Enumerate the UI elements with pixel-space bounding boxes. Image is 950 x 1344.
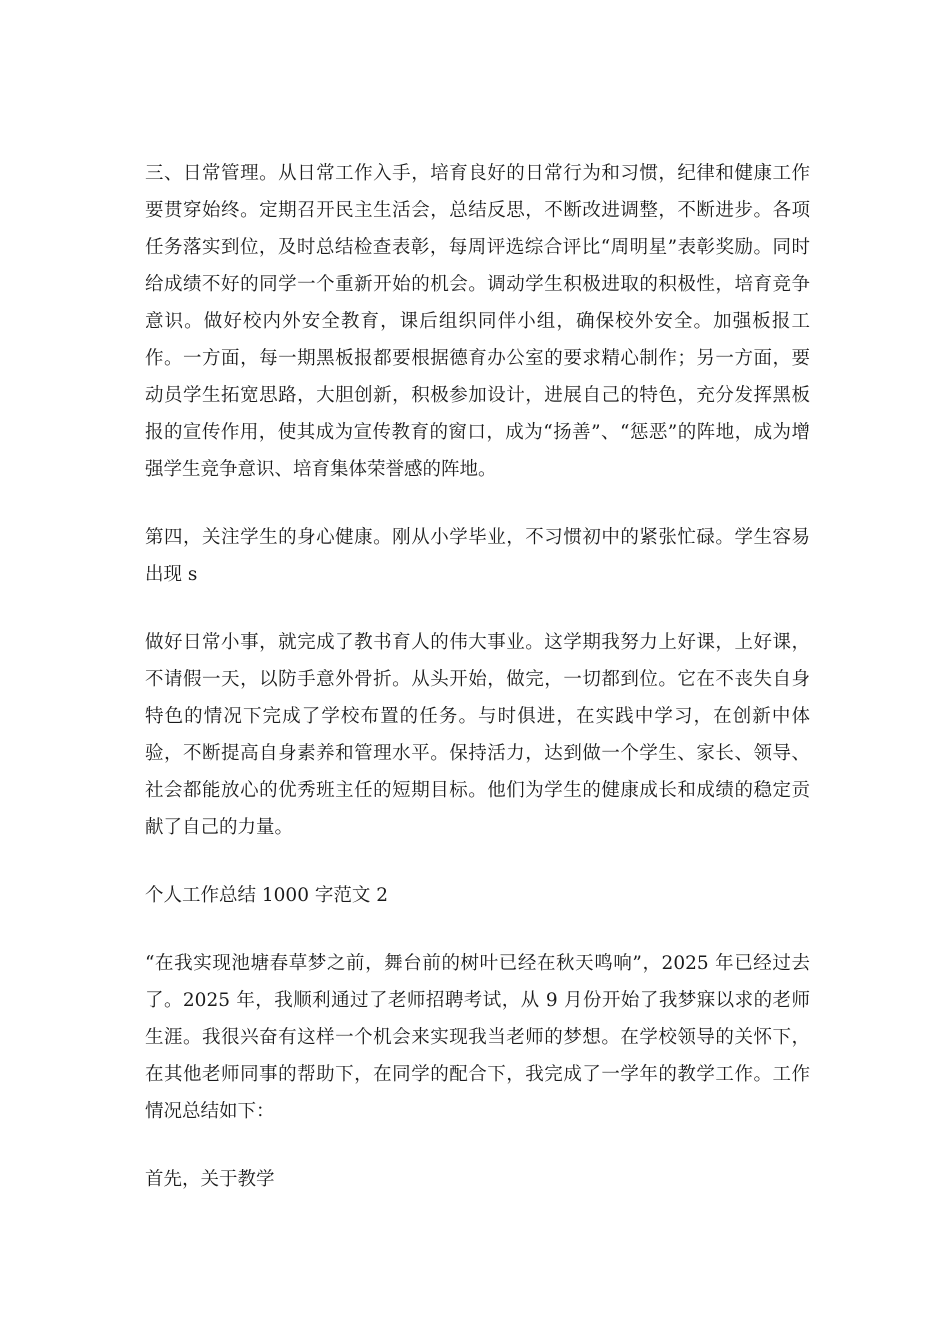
paragraph-health: 第四，关注学生的身心健康。刚从小学毕业，不习惯初中的紧张忙碌。学生容易出现 s xyxy=(145,527,810,585)
paragraph-teaching-heading: 首先，关于教学 xyxy=(145,1169,275,1190)
paragraph-daily-management: 三、日常管理。从日常工作入手，培育良好的日常行为和习惯，纪律和健康工作要贯穿始终。定期召开民主生活会，总结反思，不断改进调整，不断进步。各项任务落实到位，及时总结检查表彰，每周评选综合评比“周明星”表彰奖励。同时给成绩不好的同学一个重新开始的机会。调动学生积极进取的积极性，培育竞争意识。做好校内外安全教育，课后组织同伴小组，确保校外安全。加强板报工作。一方面，每一期黑板报都要根据德育办公室的要求精心制作；另一方面，要动员学生拓宽思路，大胆创新，积极参加设计，进展自己的特色，充分发挥黑板报的宣传作用，使其成为宣传教育的窗口，成为“扬善”、“惩恶”的阵地，成为增强学生竞争意识、培育集体荣誉感的阵地。 xyxy=(145,163,810,480)
section-heading: 个人工作总结 1000 字范文 2 xyxy=(145,885,388,906)
document-body xyxy=(145,155,810,1229)
paragraph-daily-tasks: 做好日常小事，就完成了教书育人的伟大事业。这学期我努力上好课，上好课，不请假一天，以防手意外骨折。从头开始，做完，一切都到位。它在不丧失自身特色的情况下完成了学校布置的任务。与时俱进，在实践中学习，在创新中体验，不断提高自身素养和管理水平。保持活力，达到做一个学生、家长、领导、社会都能放心的优秀班主任的短期目标。他们为学生的健康成长和成绩的稳定贡献了自己的力量。 xyxy=(145,632,810,838)
paragraph-intro: “在我实现池塘春草梦之前，舞台前的树叶已经在秋天鸣响”，2025 年已经过去了。2025 年，我顺利通过了老师招聘考试，从 9 月份开始了我梦寐以求的老师生涯。我很兴奋有这样一个机会来实现我当老师的梦想。在学校领导的关怀下，在其他老师同事的帮助下，在同学的配合下，我完成了一学年的教学工作。工作情况总结如下： xyxy=(145,953,810,1122)
